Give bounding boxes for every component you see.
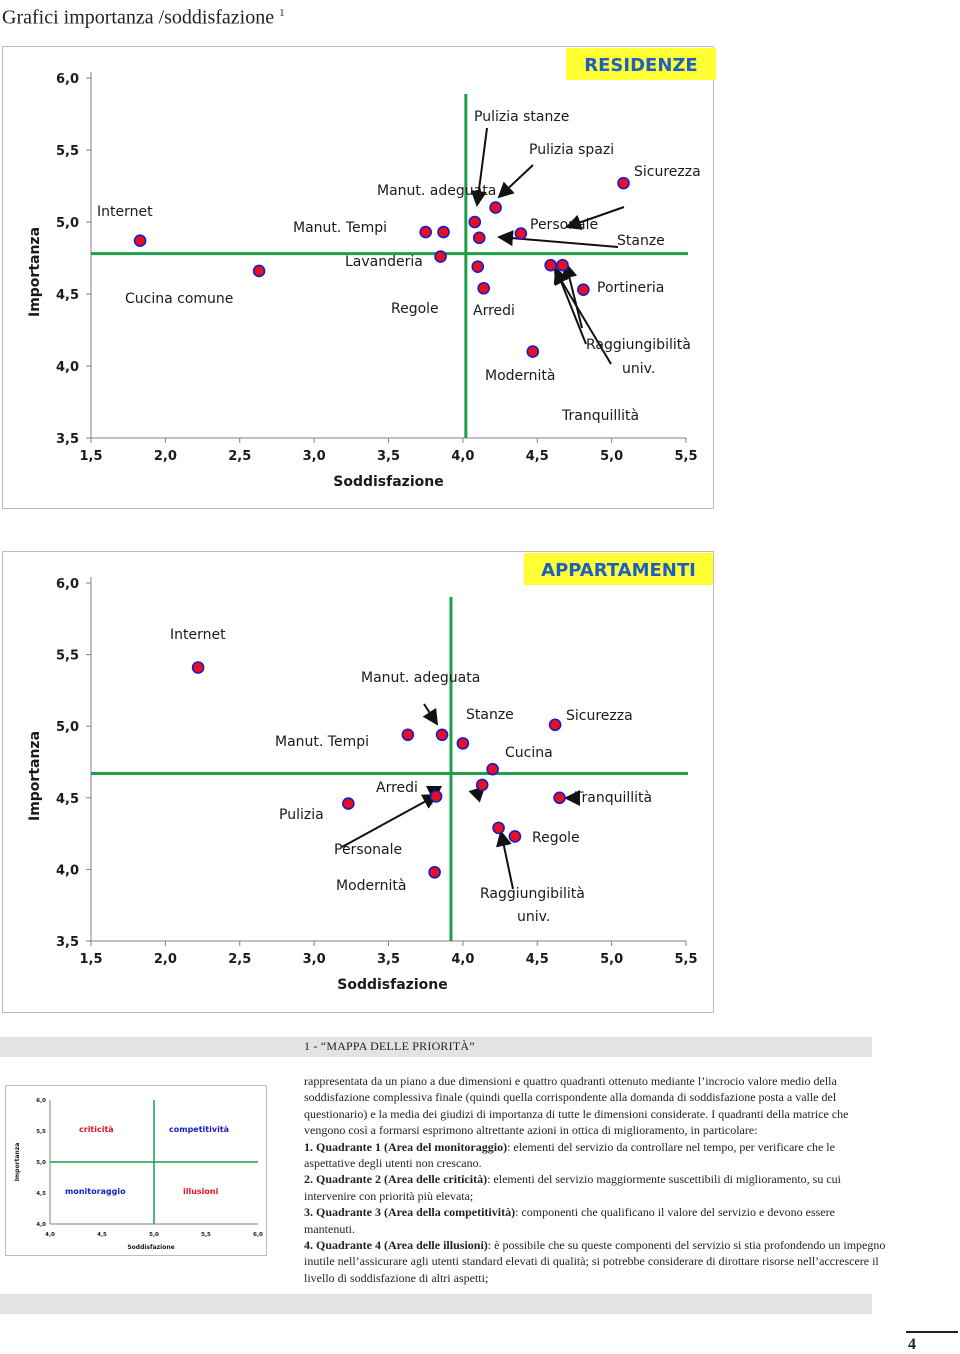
data-point-modernita [429, 867, 440, 878]
page-title: Grafici importanza /soddisfazione $^1$ [2, 6, 285, 29]
point-label-pulizia: Pulizia [279, 807, 324, 823]
x-tick-label: 3,5 [376, 952, 401, 967]
x-axis-label: Soddisfazione [333, 474, 444, 490]
body-text [304, 1073, 888, 1286]
quadrant-3-item [304, 1204, 888, 1237]
page-number-rule [906, 1331, 958, 1333]
y-axis-label: Importanza [27, 730, 43, 822]
title-footnote-marker: 1 [279, 7, 285, 19]
point-label-cucina-comune: Cucina comune [125, 291, 234, 307]
quadrant-4-item [304, 1237, 888, 1286]
x-tick-label: 5,0 [600, 952, 624, 967]
x-tick-label: 1,5 [79, 952, 103, 967]
point-label-personale: Personale [334, 842, 403, 858]
y-tick-label: 5,0 [55, 720, 79, 736]
y-tick-label: 3,5 [55, 432, 79, 447]
data-point-pulizia-spazi [490, 202, 501, 213]
quadrant-label-monitoraggio: monitoraggio [65, 1187, 126, 1196]
data-point-internet [193, 662, 204, 673]
x-tick-label: 3,5 [376, 449, 401, 464]
x-axis-label: Soddisfazione [337, 977, 448, 993]
point-label-lavanderia: Lavanderia [345, 254, 423, 270]
section-title: 1 - “MAPPA DELLE PRIORITÀ” [304, 1039, 475, 1053]
x-tick-label: 3,0 [302, 952, 326, 967]
x-tick-label: 4,0 [45, 1232, 55, 1238]
y-tick-label: 4,0 [36, 1222, 46, 1228]
point-label-univ: univ. [517, 909, 551, 925]
data-point-manut-tempi [420, 227, 431, 238]
data-point-internet [135, 235, 146, 246]
appartamenti-scatter-chart [3, 552, 715, 1014]
data-point-arredi [477, 779, 488, 790]
quadrant-2-heading: 2. Quadrante 2 (Area delle criticità) [304, 1172, 488, 1187]
section-header-bar [0, 1037, 872, 1057]
point-label-manut-tempi: Manut. Tempi [275, 734, 369, 750]
chart-title: RESIDENZE [584, 55, 698, 76]
x-tick-label: 2,5 [228, 449, 252, 464]
data-point-pulizia-stanze [469, 217, 480, 228]
point-label-tranquillita: Tranquillità [575, 790, 653, 806]
point-label-stanze: Stanze [466, 707, 514, 723]
appartamenti-chart-frame [2, 551, 714, 1013]
x-tick-label: 5,5 [674, 952, 698, 967]
data-point-tranquillita [554, 792, 565, 803]
point-label-modernita: Modernità [485, 368, 556, 384]
x-tick-label: 4,5 [97, 1232, 107, 1238]
x-axis-label: Soddisfazione [127, 1244, 175, 1251]
y-tick-label: 4,0 [55, 360, 79, 375]
y-tick-label: 6,0 [55, 72, 79, 87]
data-point-regole [509, 831, 520, 842]
data-point-manut-adeguata [438, 227, 449, 238]
residenze-scatter-chart [3, 47, 715, 510]
y-tick-label: 5,5 [55, 144, 79, 159]
y-tick-label: 5,5 [55, 648, 79, 664]
y-tick-label: 6,0 [36, 1098, 46, 1104]
annotation-arrow [499, 165, 533, 197]
data-point-portineria [578, 284, 589, 295]
y-tick-label: 5,0 [36, 1160, 46, 1166]
point-label-internet: Internet [97, 204, 153, 220]
data-point-tranquillita [545, 260, 556, 271]
chart-title: APPARTAMENTI [541, 560, 696, 581]
y-tick-label: 6,0 [55, 577, 79, 592]
point-label-arredi: Arredi [473, 303, 515, 319]
point-label-cucina: Cucina [505, 745, 553, 761]
x-tick-label: 4,5 [525, 952, 549, 967]
quadrant-1-desc: : elementi del servizio da controllare nel tempo, per verificare che le aspettative degli utenti non crescano. [304, 1139, 835, 1171]
data-point-modernita [527, 346, 538, 357]
quadrant-2-item [304, 1171, 888, 1204]
point-label-arredi: Arredi [376, 780, 418, 796]
point-label-univ: univ. [622, 361, 656, 377]
y-tick-label: 4,5 [36, 1191, 46, 1197]
point-label-tranquillita: Tranquillità [562, 408, 640, 424]
quadrant-3-desc: : componenti che qualificano il valore del servizio e devono essere mantenuti. [304, 1205, 835, 1236]
data-point-cucina [487, 764, 498, 775]
quadrant-1-heading: 1. Quadrante 1 (Area del monitoraggio) [304, 1139, 508, 1154]
point-label-pulizia-spazi: Pulizia spazi [529, 142, 615, 158]
x-tick-label: 5,5 [674, 449, 698, 464]
data-point-regole [472, 261, 483, 272]
point-label-pulizia-stanze: Pulizia stanze [474, 109, 570, 125]
point-label-portineria: Portineria [597, 280, 665, 296]
data-point-raggiungibilita-univ [493, 822, 504, 833]
data-point-arredi [478, 283, 489, 294]
point-label-regole: Regole [532, 830, 580, 846]
data-point-stanze [474, 232, 485, 243]
quadrant-3-heading: 3. Quadrante 3 (Area della competitività) [304, 1205, 516, 1220]
annotation-arrow [342, 795, 437, 847]
x-tick-label: 4,0 [451, 449, 475, 464]
quadrant-1-item [304, 1139, 888, 1172]
quadrant-2-desc: : elementi del servizio maggiormente suscettibili di miglioramento, su cui intervenire con priorità più elevata; [304, 1172, 841, 1203]
x-tick-label: 5,0 [149, 1232, 159, 1238]
x-tick-label: 6,0 [253, 1232, 263, 1238]
y-tick-label: 5,5 [36, 1129, 46, 1135]
data-point-pulizia [343, 798, 354, 809]
data-point-manut-tempi [402, 729, 413, 740]
quadrant-label-criticita: criticità [79, 1125, 114, 1134]
point-label-sicurezza: Sicurezza [566, 708, 633, 724]
data-point-sicurezza [618, 178, 629, 189]
data-point-lavanderia [435, 251, 446, 262]
quadrant-4-heading: 4. Quadrante 4 (Area delle illusioni) [304, 1238, 488, 1253]
annotation-arrow [566, 264, 582, 328]
y-axis-label: Importanza [14, 1142, 21, 1182]
x-tick-label: 2,0 [153, 449, 177, 464]
data-point-personale [515, 228, 526, 239]
point-label-regole: Regole [391, 301, 439, 317]
quadrant-diagram [6, 1086, 268, 1257]
x-tick-label: 5,5 [201, 1232, 211, 1238]
quadrant-label-illusioni: illusioni [183, 1187, 219, 1196]
quadrant-diagram-frame [5, 1085, 267, 1256]
point-label-manut-adeguata: Manut. adeguata [377, 183, 497, 199]
x-tick-label: 2,0 [153, 952, 177, 967]
x-tick-label: 1,5 [79, 449, 103, 464]
point-label-personale: Personale [530, 217, 599, 233]
y-axis-label: Importanza [27, 226, 43, 318]
annotation-arrow [424, 704, 437, 724]
data-point-sicurezza [550, 719, 561, 730]
footer-bar [0, 1294, 872, 1314]
residenze-chart-frame [2, 46, 714, 509]
data-point-raggiungibilita-univ [557, 260, 568, 271]
x-tick-label: 4,5 [525, 449, 549, 464]
point-label-manut-tempi: Manut. Tempi [293, 220, 387, 236]
x-tick-label: 4,0 [451, 952, 475, 967]
y-tick-label: 3,5 [55, 935, 79, 950]
y-tick-label: 5,0 [55, 216, 79, 231]
point-label-stanze: Stanze [617, 233, 665, 249]
point-label-raggiungibilita: Raggiungibilità [586, 337, 691, 353]
y-tick-label: 4,5 [55, 791, 79, 807]
quadrant-4-desc: : è possibile che su queste componenti del servizio si stia profondendo un impegno inutile nell’assicurare agli utenti standard elevati di qualità; si potrebbe considerare di dirottare risorse nell’accrescere il livello di soddisfazione di altri aspetti; [304, 1238, 886, 1285]
point-label-sicurezza: Sicurezza [634, 164, 701, 180]
y-tick-label: 4,0 [55, 863, 79, 879]
point-label-internet: Internet [170, 627, 226, 643]
point-label-manut-adeguata: Manut. adeguata [361, 670, 481, 686]
x-tick-label: 3,0 [302, 449, 326, 464]
point-label-raggiungibilita: Raggiungibilità [480, 886, 585, 902]
x-tick-label: 5,0 [600, 449, 624, 464]
quadrant-label-competitivita: competitività [169, 1125, 230, 1134]
page-number: 4 [908, 1336, 916, 1353]
data-point-manut-adeguata [437, 729, 448, 740]
intro-paragraph: rappresentata da un piano a due dimensioni e quattro quadranti ottenuto mediante l’incrocio valore medio della soddisfazione complessiva finale (quindi quella corrispondente alla domanda di soddisfazione posta a valle del questionario) e la media dei giudizi di importanza di tutte le dimensioni considerate. I quadranti della matrice che vengono così a formarsi esprimono altrettante azioni in ottica di miglioramento, in particolare: [304, 1074, 849, 1138]
x-tick-label: 2,5 [228, 952, 252, 967]
data-point-cucina-comune [254, 265, 265, 276]
annotation-arrow [499, 237, 618, 247]
data-point-personale [431, 791, 442, 802]
y-tick-label: 4,5 [55, 288, 79, 303]
data-point-stanze [457, 738, 468, 749]
point-label-modernita: Modernità [336, 878, 407, 894]
